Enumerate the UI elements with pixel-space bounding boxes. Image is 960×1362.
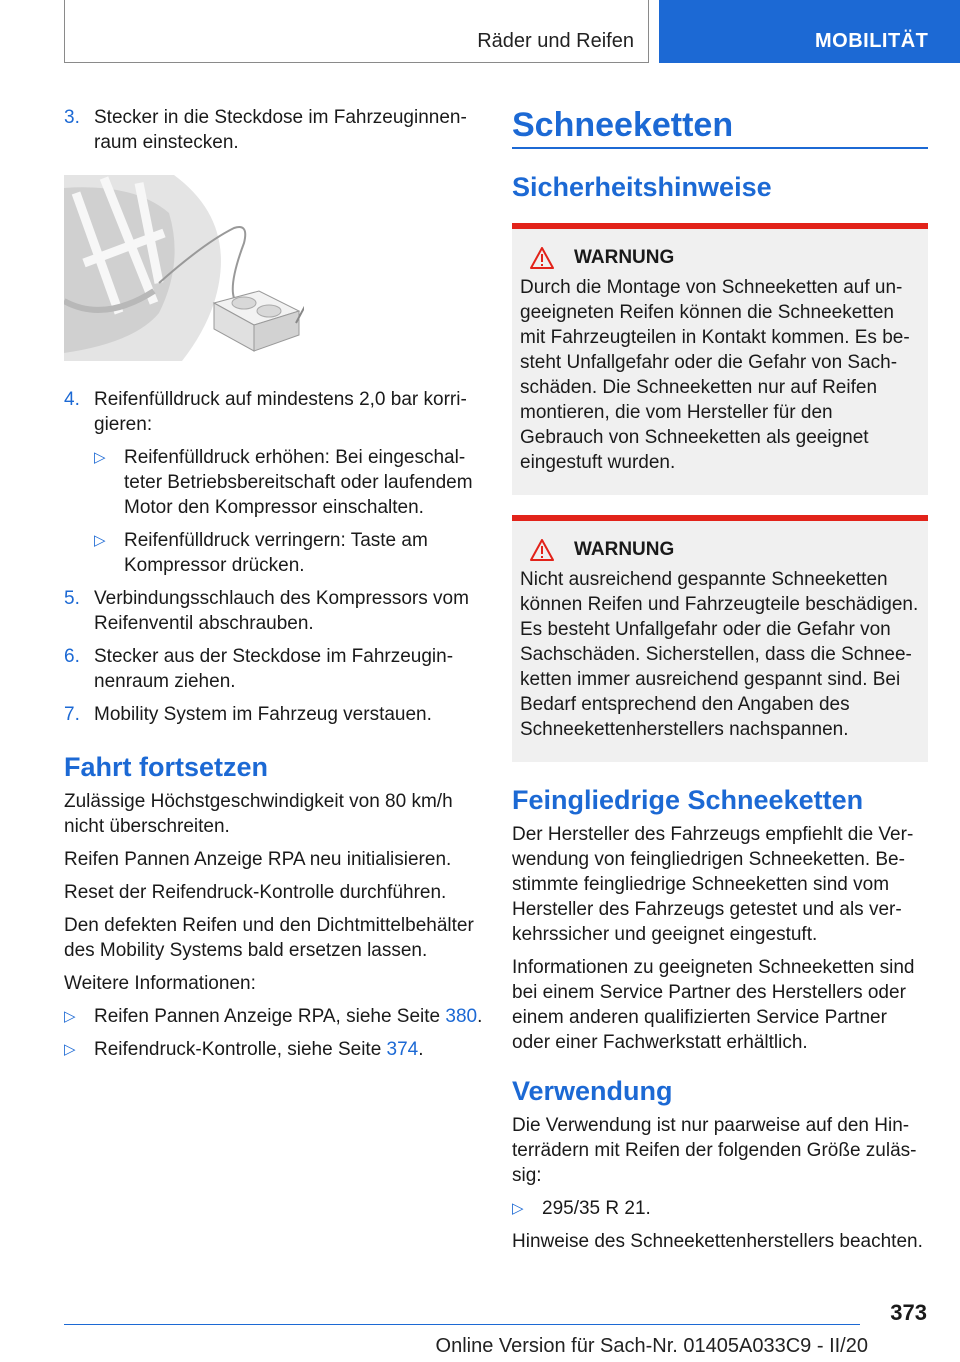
triangle-bullet-icon: ▷ <box>94 449 106 466</box>
sicherheitshinweise-heading: Sicherheitshinweise <box>512 172 772 202</box>
paragraph: Zulässige Höchstgeschwindigkeit von 80 km/h nicht überschreiten. <box>64 791 453 837</box>
paragraph: Die Verwendung ist nur paarweise auf den Hinterrädern mit Reifen der folgenden Größe zulässig: <box>512 1115 917 1186</box>
paragraph: Weitere Informationen: <box>64 973 256 994</box>
step-text: Reifenfülldruck auf mindestens 2,0 bar korrigieren: <box>94 389 467 435</box>
page-link-380[interactable]: 380 <box>445 1006 478 1027</box>
fahrt-fortsetzen-heading: Fahrt fortsetzen <box>64 752 269 782</box>
triangle-bullet-icon: ▷ <box>94 532 106 549</box>
left-column <box>64 105 484 1070</box>
warning-title: WARNUNG <box>574 247 675 268</box>
triangle-bullet-icon: ▷ <box>512 1200 524 1217</box>
step-number: 3. <box>64 107 80 128</box>
sub-text: Reifenfülldruck verringern: Taste am Kompressor drücken. <box>124 530 428 576</box>
info-text: Reifen Pannen Anzeige RPA, siehe Seite <box>94 1006 446 1027</box>
heading-divider <box>512 147 928 149</box>
online-version-text: Online Version für Sach-Nr. 01405A033C9 - II/20 <box>435 1335 868 1357</box>
step-4-sub-1 <box>64 445 484 520</box>
info-text: Reifendruck-Kontrolle, siehe Seite <box>94 1039 387 1060</box>
period: . <box>418 1039 424 1060</box>
warning-text: Durch die Montage von Schneeketten auf ungeeigneten Reifen können die Schneeketten mit Fahrzeugteilen in Kontakt kommen. Es besteht Unfallgefahr oder die Gefahr von Sachschäden. Die Schneeketten nur auf Reifen montieren, die vom Hersteller für den Gebrauch von Schneeketten als geeignet eingestuft wurden. <box>520 277 910 473</box>
step-4-sub-2 <box>64 528 484 578</box>
period: . <box>477 1006 483 1027</box>
tire-size-text: 295/35 R 21. <box>542 1198 651 1219</box>
warning-triangle-icon <box>530 247 554 269</box>
step-6 <box>64 644 484 694</box>
step-5 <box>64 586 484 636</box>
step-7 <box>64 702 484 727</box>
page-number: 373 <box>890 1300 927 1325</box>
paragraph: Hinweise des Schneekettenherstellers beachten. <box>512 1231 923 1252</box>
page-link-374[interactable]: 374 <box>386 1039 419 1060</box>
paragraph: Informationen zu geeigneten Schneeketten sind bei einem Service Partner des Herstellers oder einem anderen qualifizierten Service Partner oder einer Fachwerkstatt erhältlich. <box>512 957 915 1053</box>
warning-box-1 <box>512 223 928 495</box>
footer-divider <box>64 1324 860 1325</box>
sub-text: Reifenfülldruck erhöhen: Bei eingeschalteter Betriebsbereitschaft oder laufendem Motor den Kompressor einschalten. <box>124 447 473 518</box>
step-number: 4. <box>64 389 80 410</box>
paragraph: Reifen Pannen Anzeige RPA neu initialisieren. <box>64 849 452 870</box>
triangle-bullet-icon: ▷ <box>64 1008 76 1025</box>
step-number: 7. <box>64 704 80 725</box>
schneeketten-heading: Schneeketten <box>512 106 734 144</box>
step-number: 5. <box>64 588 80 609</box>
info-item-rdc <box>64 1037 484 1062</box>
paragraph: Den defekten Reifen und den Dichtmittelbehälter des Mobility Systems bald ersetzen lassen. <box>64 915 474 961</box>
header-section-tab[interactable] <box>659 0 960 63</box>
warning-title: WARNUNG <box>574 539 675 560</box>
tire-size-item <box>512 1196 928 1221</box>
section-tab-label: MOBILITÄT <box>815 30 929 52</box>
warning-text: Nicht ausreichend gespannte Schneeketten können Reifen und Fahrzeugteile beschädigen. Es besteht Unfallgefahr oder die Gefahr von Sachschäden. Sicherstellen, dass die Schneeketten immer ausreichend gespannt sind. Bei Bedarf entsprechend den Angaben des Schneekettenherstellers nachspannen. <box>520 569 919 740</box>
header-chapter-box <box>64 0 649 63</box>
verwendung-heading: Verwendung <box>512 1076 673 1106</box>
step-4 <box>64 387 484 437</box>
paragraph: Der Hersteller des Fahrzeugs empfiehlt die Verwendung von feingliedrigen Schneeketten. Bestimmte feingliedrige Schneeketten sind vom Hersteller des Fahrzeugs getestet und als verkehrssicher und geeignet eingestuft. <box>512 824 914 945</box>
step-text: Mobility System im Fahrzeug verstauen. <box>94 704 432 725</box>
compressor-illustration <box>64 173 304 363</box>
triangle-bullet-icon: ▷ <box>64 1041 76 1058</box>
paragraph: Reset der Reifendruck-Kontrolle durchführen. <box>64 882 447 903</box>
step-text: Stecker in die Steckdose im Fahrzeuginnenraum einstecken. <box>94 107 467 153</box>
chapter-title: Räder und Reifen <box>477 30 634 52</box>
step-text: Stecker aus der Steckdose im Fahrzeuginnenraum ziehen. <box>94 646 454 692</box>
warning-triangle-icon <box>530 539 554 561</box>
step-number: 6. <box>64 646 80 667</box>
warning-box-2 <box>512 515 928 762</box>
info-item-rpa <box>64 1004 484 1029</box>
right-column <box>512 105 928 1262</box>
step-3 <box>64 105 484 155</box>
step-text: Verbindungsschlauch des Kompressors vom Reifenventil abschrauben. <box>94 588 469 634</box>
feingliedrige-heading: Feingliedrige Schneeketten <box>512 785 864 815</box>
